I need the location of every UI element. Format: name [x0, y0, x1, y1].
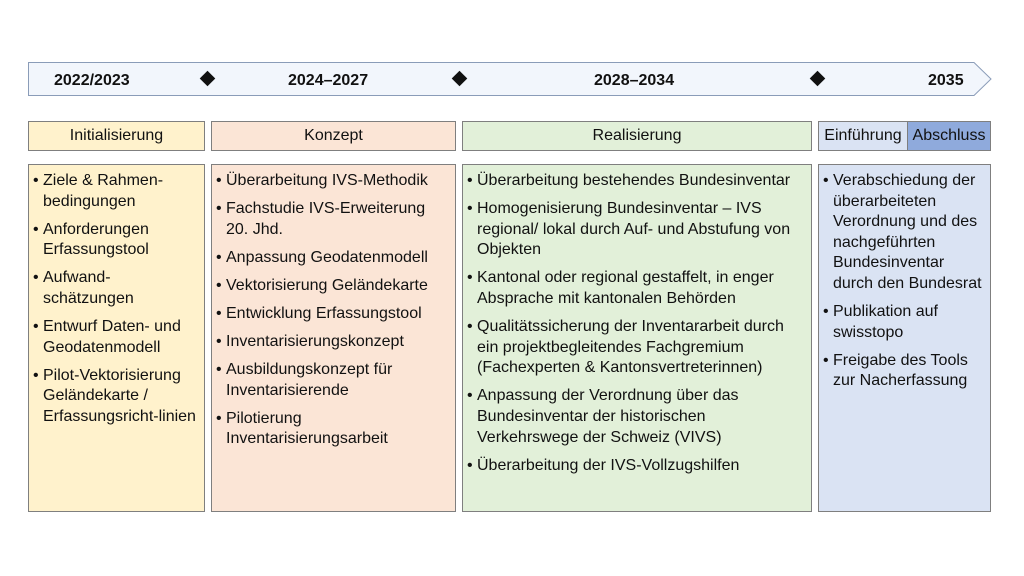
- list-item: • Entwicklung Erfassungstool: [216, 304, 451, 325]
- list-item: • Überarbeitung der IVS-Vollzugshilfen: [467, 456, 807, 477]
- list-item: • Überarbeitung bestehendes Bundesinventar: [467, 171, 807, 192]
- list-item: • Ausbildungskonzept für Inventarisierende: [216, 360, 451, 401]
- list-item: • Freigabe des Tools zur Nacherfassung: [823, 351, 986, 392]
- list-item: • Vektorisierung Geländekarte: [216, 276, 451, 297]
- list-item: • Pilotierung Inventarisierungsarbeit: [216, 409, 451, 450]
- column-einfuehrung-abschluss: [818, 164, 991, 512]
- phase-initialisierung: Initialisierung: [28, 121, 205, 151]
- list-item: • Kantonal oder regional gestaffelt, in enger Absprache mit kantonalen Behörden: [467, 268, 807, 309]
- list-item: • Homogenisierung Bundesinventar – IVS regional/ lokal durch Auf- und Abstufung von Objekten: [467, 199, 807, 261]
- list-item: • Qualitätssicherung der Inventararbeit durch ein projektbegleitendes Fachgremium (Fachexperten & Kantonsvertreterinnen): [467, 317, 807, 379]
- list-item: • Aufwand-schätzungen: [33, 268, 200, 309]
- list-item: • Fachstudie IVS-Erweiterung 20. Jhd.: [216, 199, 451, 240]
- year-label-2035: 2035: [928, 72, 964, 89]
- phase-konzept: Konzept: [211, 121, 456, 151]
- list-item: • Ziele & Rahmen-bedingungen: [33, 171, 200, 212]
- list-item: • Entwurf Daten- und Geodatenmodell: [33, 317, 200, 358]
- phase-abschluss: Abschluss: [907, 121, 991, 151]
- phase-einfuehrung: Einführung: [818, 121, 908, 151]
- list-item: • Überarbeitung IVS-Methodik: [216, 171, 451, 192]
- list-item: • Verabschiedung der überarbeiteten Verordnung und des nachgeführten Bundesinventar durch den Bundesrat: [823, 171, 986, 295]
- phase-realisierung: Realisierung: [462, 121, 812, 151]
- column-initialisierung: [28, 164, 205, 512]
- timeline-arrow: [28, 62, 992, 96]
- list-item: • Publikation auf swisstopo: [823, 302, 986, 343]
- column-realisierung: [462, 164, 812, 512]
- year-label-2028: 2028–2034: [594, 72, 675, 89]
- list-item: • Anpassung Geodatenmodell: [216, 248, 451, 269]
- year-label-2024: 2024–2027: [288, 72, 369, 89]
- list-item: • Inventarisierungskonzept: [216, 332, 451, 353]
- column-konzept: [211, 164, 456, 512]
- list-item: • Anpassung der Verordnung über das Bundesinventar der historischen Verkehrswege der Schweiz (VIVS): [467, 386, 807, 448]
- list-item: • Pilot-Vektorisierung Geländekarte / Erfassungsricht-linien: [33, 366, 200, 428]
- year-label-2022: 2022/2023: [54, 72, 130, 89]
- list-item: • Anforderungen Erfassungstool: [33, 220, 200, 261]
